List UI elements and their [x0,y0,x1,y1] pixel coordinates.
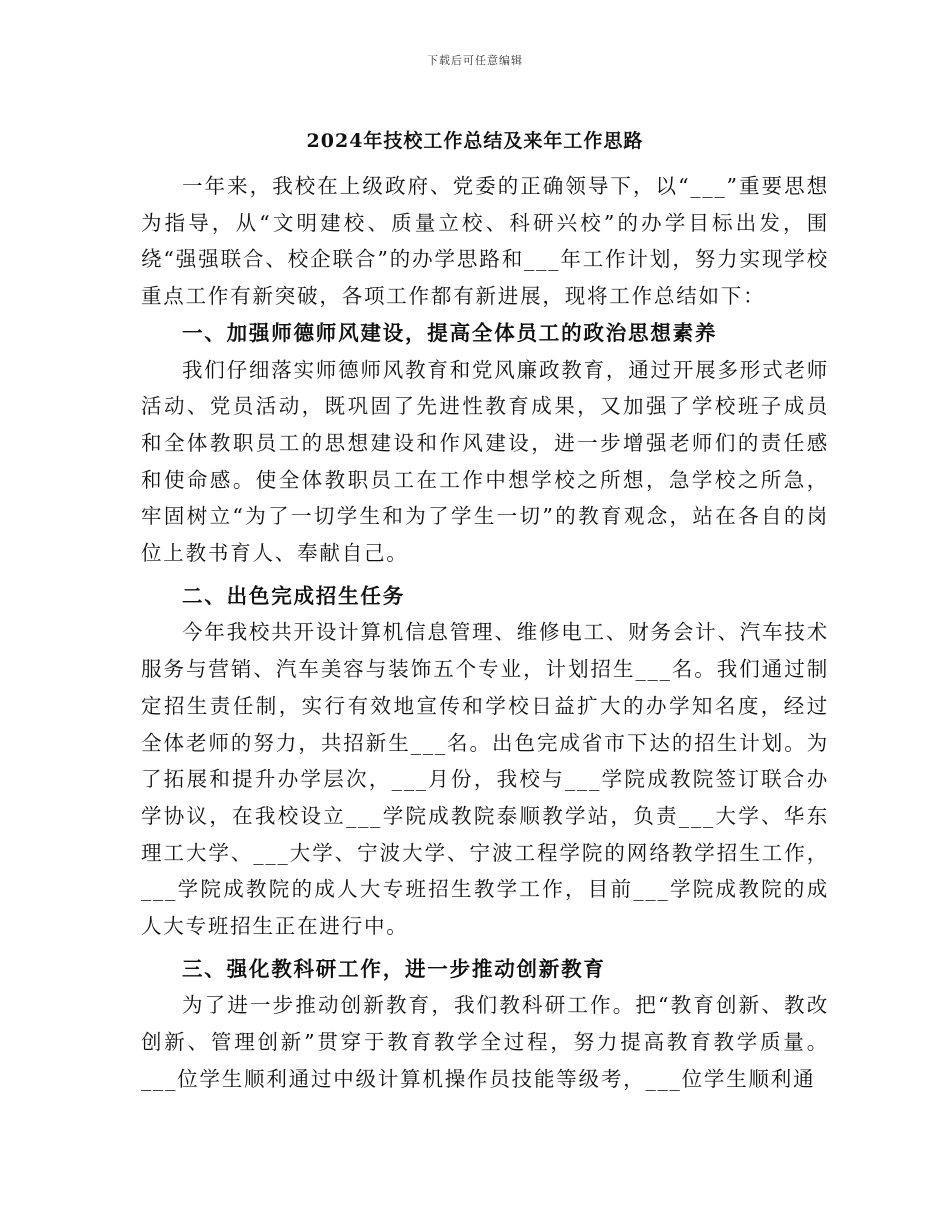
section-1-paragraph: 我们仔细落实师德师风教育和党风廉政教育，通过开展多形式老师活动、党员活动，既巩固了先进性教育成果，又加强了学校班子成员和全体教职员工的思想建设和作风建设，进一步增强老师们的责任感和使命感。使全体教职员工在工作中想学校之所想，急学校之所急，牢固树立“为了一切学生和为了学生一切”的教育观念，站在各自的岗位上教书育人、奉献自己。 [141,357,829,566]
intro-paragraph: 一年来，我校在上级政府、党委的正确领导下，以“___”重要思想为指导，从“文明建校、质量立校、科研兴校”的办学目标出发，围绕“强强联合、校企联合”的办学思路和___年工作计划，努力实现学校重点工作有新突破，各项工作都有新进展，现将工作总结如下： [141,174,829,309]
header-note: 下载后可任意编辑 [427,54,523,67]
section-1-heading: 一、加强师德师风建设，提高全体员工的政治思想素养 [182,320,718,345]
section-2-paragraph: 今年我校共开设计算机信息管理、维修电工、财务会计、汽车技术服务与营销、汽车美容与装饰五个专业，计划招生___名。我们通过制定招生责任制，实行有效地宣传和学校日益扩大的办学知名度，经过全体老师的努力，共招新生___名。出色完成省市下达的招生计划。为了拓展和提升办学层次，___月份，我校与___学院成教院签订联合办学协议，在我校设立___学院成教院泰顺教学站，负责___大学、华东理工大学、___大学、宁波大学、宁波工程学院的网络教学招生工作，___学院成教院的成人大专班招生教学工作，目前___学院成教院的成人大专班招生正在进行中。 [141,620,829,939]
document-body [141,168,829,1098]
section-3-heading: 三、强化教科研工作，进一步推动创新教育 [182,956,606,981]
section-3-paragraph: 为了进一步推动创新教育，我们教科研工作。把“教育创新、教改创新、管理创新”贯穿于教育教学全过程，努力提高教育教学质量。___位学生顺利通过中级计算机操作员技能等级考，___位学生顺利通 [141,993,829,1091]
section-2-heading: 二、出色完成招生任务 [182,583,405,608]
document-title: 2024年技校工作总结及来年工作思路 [306,130,644,152]
